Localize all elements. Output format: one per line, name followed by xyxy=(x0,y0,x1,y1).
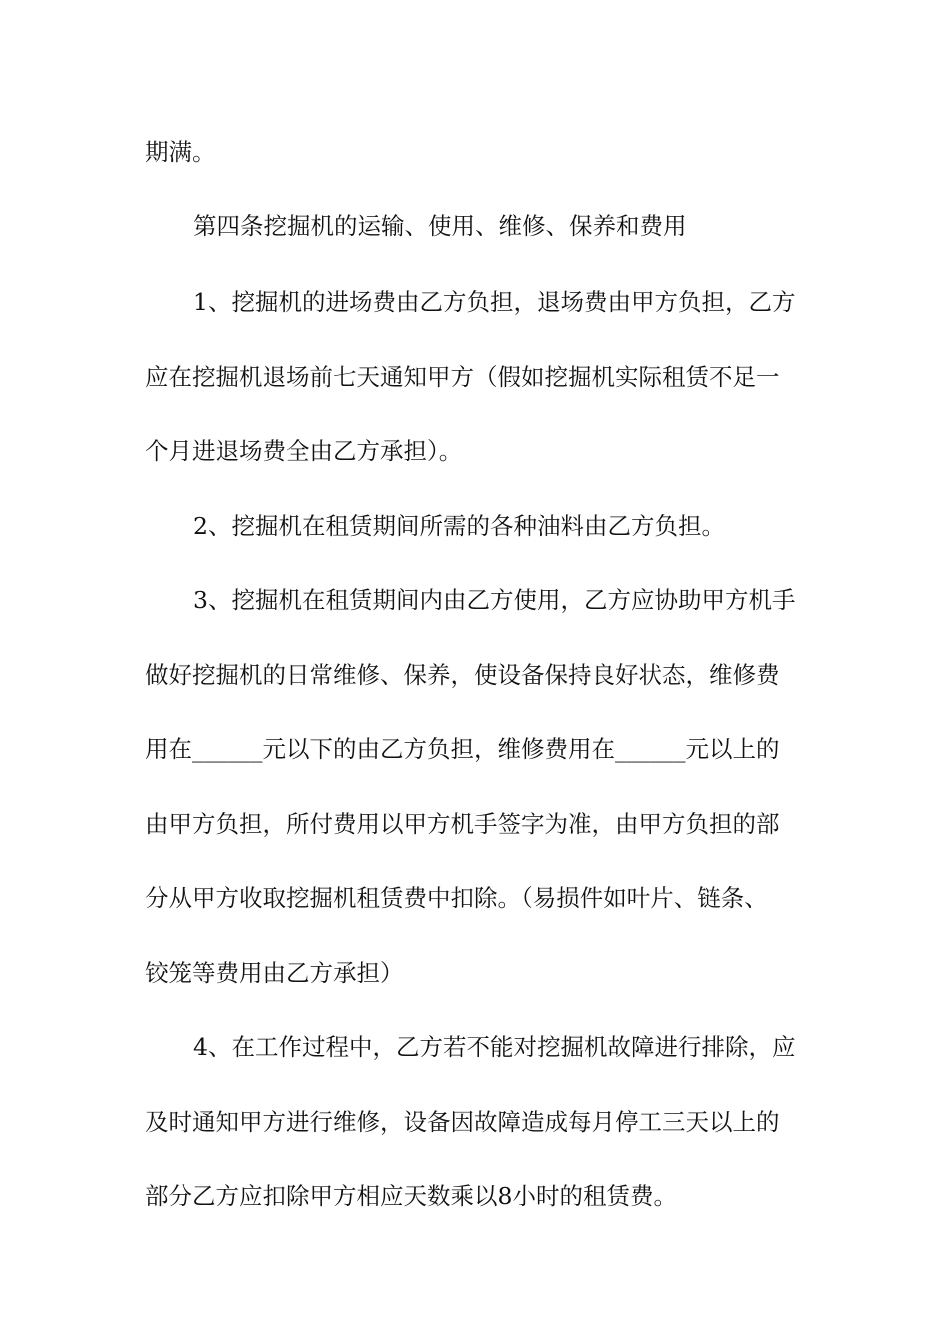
text-line: 用在______元以下的由乙方负担，维修费用在______元以上的 xyxy=(145,735,780,763)
text-line: 及时通知甲方进行维修，设备因故障造成每月停工三天以上的 xyxy=(145,1108,780,1136)
text-line: 部分乙方应扣除甲方相应天数乘以8小时的租赁费。 xyxy=(145,1182,677,1210)
section-heading: 第四条挖掘机的运输、使用、维修、保养和费用 xyxy=(193,212,687,240)
text-line: 应在挖掘机退场前七天通知甲方（假如挖掘机实际租赁不足一 xyxy=(145,363,780,391)
text-line: 由甲方负担，所付费用以甲方机手签字为准，由甲方负担的部 xyxy=(145,810,780,838)
text-line: 做好挖掘机的日常维修、保养，使设备保持良好状态，维修费 xyxy=(145,661,780,689)
text-line: 1、挖掘机的进场费由乙方负担，退场费由甲方负担，乙方 xyxy=(193,288,796,316)
text-line: 2、挖掘机在租赁期间所需的各种油料由乙方负担。 xyxy=(193,512,725,540)
text-line: 分从甲方收取挖掘机租赁费中扣除。（易损件如叶片、链条、 xyxy=(145,884,768,912)
text-line: 个月进退场费全由乙方承担）。 xyxy=(145,437,463,465)
text-line: 期满。 xyxy=(145,138,216,166)
text-line: 4、在工作过程中，乙方若不能对挖掘机故障进行排除，应 xyxy=(193,1033,796,1061)
text-line: 3、挖掘机在租赁期间内由乙方使用，乙方应协助甲方机手 xyxy=(193,586,796,614)
text-line: 铰笼等费用由乙方承担） xyxy=(145,959,404,987)
